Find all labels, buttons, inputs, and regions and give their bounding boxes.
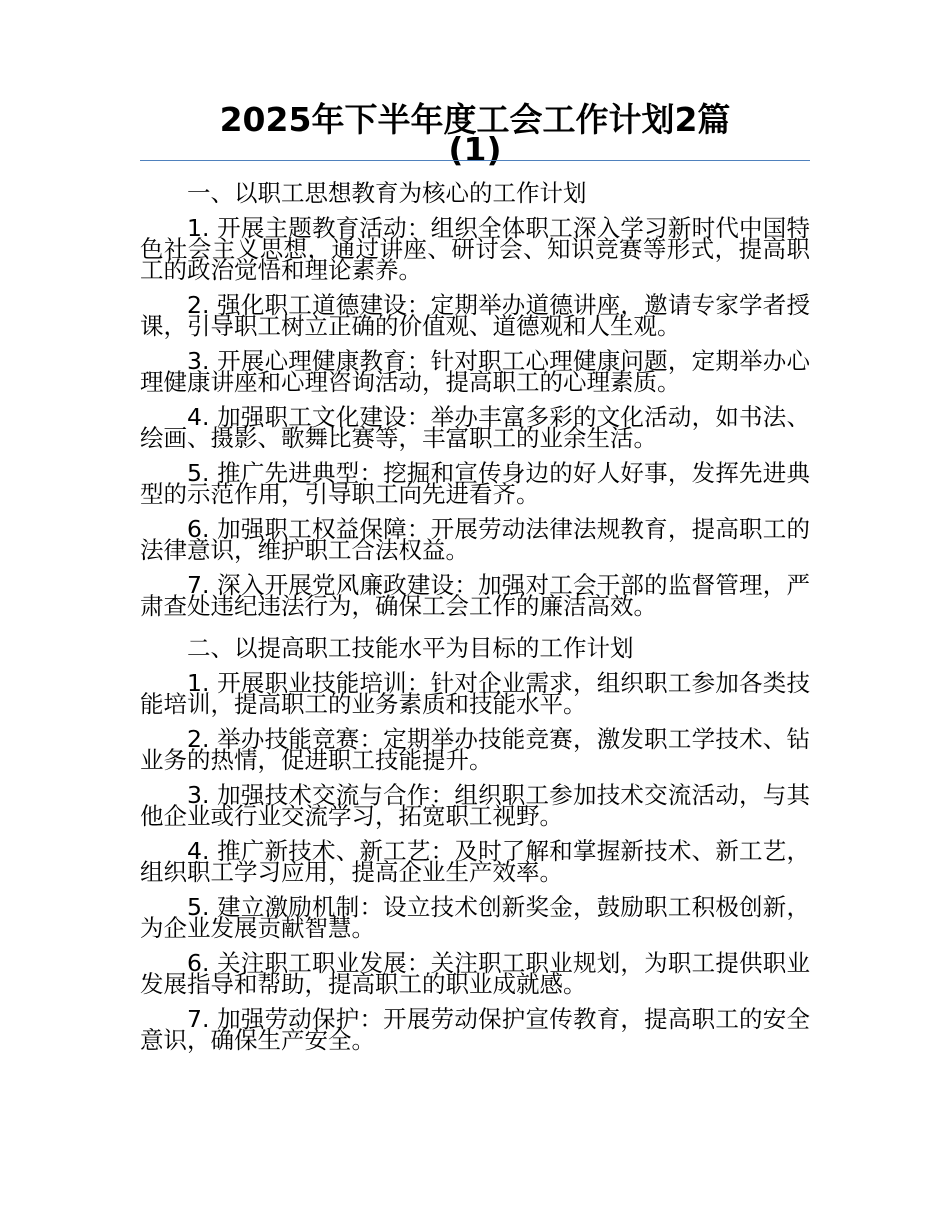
section-heading: 一、以职工思想教育为核心的工作计划 [187, 179, 587, 207]
list-item: 6. 关注职工职业发展：关注职工职业规划，为职工提供职业发展指导和帮助，提高职工的职业成就感。 [140, 949, 810, 998]
list-item: 4. 推广新技术、新工艺：及时了解和掌握新技术、新工艺，组织职工学习应用，提高企业生产效率。 [140, 837, 810, 886]
list-item: 7. 深入开展党风廉政建设：加强对工会干部的监督管理，严肃查处违纪违法行为，确保工会工作的廉洁高效。 [140, 571, 810, 620]
title-underline [140, 160, 810, 161]
list-item: 5. 建立激励机制：设立技术创新奖金，鼓励职工积极创新，为企业发展贡献智慧。 [140, 893, 810, 942]
list-item: 1. 开展职业技能培训：针对企业需求，组织职工参加各类技能培训，提高职工的业务素质和技能水平。 [140, 669, 810, 718]
list-item: 1. 开展主题教育活动：组织全体职工深入学习新时代中国特色社会主义思想，通过讲座、研讨会、知识竞赛等形式，提高职工的政治觉悟和理论素养。 [140, 214, 810, 284]
list-item: 2. 强化职工道德建设：定期举办道德讲座，邀请专家学者授课，引导职工树立正确的价值观、道德观和人生观。 [140, 291, 810, 340]
page-title [140, 100, 810, 169]
list-item: 7. 加强劳动保护：开展劳动保护宣传教育，提高职工的安全意识，确保生产安全。 [140, 1005, 810, 1054]
list-item: 2. 举办技能竞赛：定期举办技能竞赛，激发职工学技术、钻业务的热情，促进职工技能提升。 [140, 725, 810, 774]
title-line-1: 2025年下半年度工会工作计划2篇 [219, 100, 731, 139]
list-item: 3. 开展心理健康教育：针对职工心理健康问题，定期举办心理健康讲座和心理咨询活动，提高职工的心理素质。 [140, 347, 810, 396]
list-item: 5. 推广先进典型：挖掘和宣传身边的好人好事，发挥先进典型的示范作用，引导职工向先进看齐。 [140, 459, 810, 508]
document-body [140, 176, 810, 1065]
section-heading: 二、以提高职工技能水平为目标的工作计划 [187, 634, 634, 662]
list-item: 6. 加强职工权益保障：开展劳动法律法规教育，提高职工的法律意识，维护职工合法权益。 [140, 515, 810, 564]
list-item: 4. 加强职工文化建设：举办丰富多彩的文化活动，如书法、绘画、摄影、歌舞比赛等，丰富职工的业余生活。 [140, 403, 810, 452]
list-item: 3. 加强技术交流与合作：组织职工参加技术交流活动，与其他企业或行业交流学习，拓宽职工视野。 [140, 781, 810, 830]
title-line-2: (1) [448, 130, 502, 169]
